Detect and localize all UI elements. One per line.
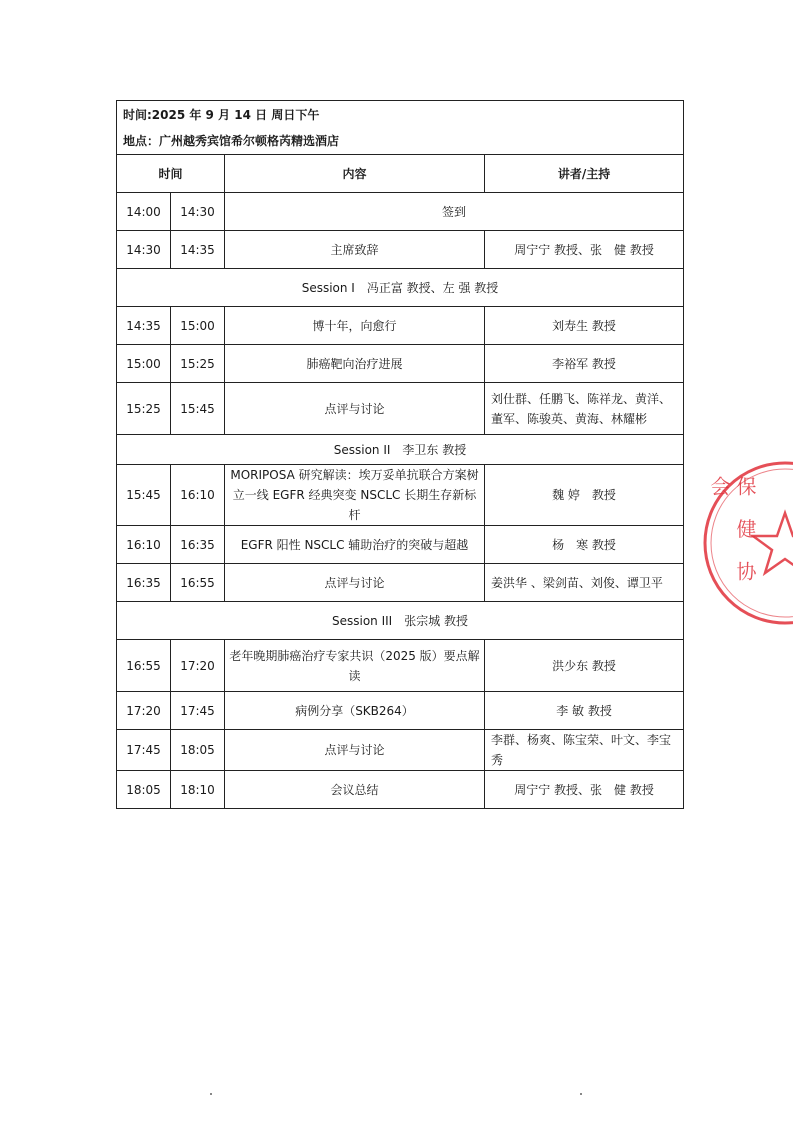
column-header-content: 内容 <box>225 155 485 193</box>
event-time: 时间:2025 年 9 月 14 日 周日下午 <box>117 101 684 129</box>
speaker: 刘寿生 教授 <box>485 307 684 345</box>
column-header-time: 时间 <box>117 155 225 193</box>
scan-mark <box>580 1093 582 1095</box>
start-time: 16:10 <box>117 526 171 564</box>
end-time: 15:25 <box>171 345 225 383</box>
speaker: 李裕军 教授 <box>485 345 684 383</box>
agenda-content: MORIPOSA 研究解读：埃万妥单抗联合方案树立一线 EGFR 经典突变 NSCLC 长期生存新标杆 <box>225 465 485 526</box>
agenda-row <box>117 193 684 231</box>
end-time: 17:45 <box>171 692 225 730</box>
agenda-row <box>117 345 684 383</box>
start-time: 15:45 <box>117 465 171 526</box>
agenda-row <box>117 640 684 692</box>
session-title: Session III 张宗城 教授 <box>117 602 684 640</box>
speaker: 李群、杨爽、陈宝荣、叶文、李宝秀 <box>485 730 684 771</box>
agenda-row <box>117 383 684 435</box>
agenda-content: 博十年，向愈行 <box>225 307 485 345</box>
agenda-content: 点评与讨论 <box>225 383 485 435</box>
red-seal-stamp <box>700 458 793 628</box>
column-header-speaker: 讲者/主持 <box>485 155 684 193</box>
session-row <box>117 435 684 465</box>
end-time: 14:35 <box>171 231 225 269</box>
start-time: 15:25 <box>117 383 171 435</box>
speaker: 魏 婷 教授 <box>485 465 684 526</box>
start-time: 14:00 <box>117 193 171 231</box>
start-time: 17:20 <box>117 692 171 730</box>
agenda-row <box>117 307 684 345</box>
start-time: 14:30 <box>117 231 171 269</box>
seal-text: 保 健 协 会 <box>707 476 757 589</box>
start-time: 14:35 <box>117 307 171 345</box>
start-time: 18:05 <box>117 771 171 809</box>
agenda-table <box>116 100 684 809</box>
end-time: 16:35 <box>171 526 225 564</box>
agenda-row <box>117 730 684 771</box>
speaker: 李 敏 教授 <box>485 692 684 730</box>
start-time: 16:55 <box>117 640 171 692</box>
agenda-content: 病例分享（SKB264） <box>225 692 485 730</box>
end-time: 18:10 <box>171 771 225 809</box>
agenda-row <box>117 564 684 602</box>
agenda-content: 会议总结 <box>225 771 485 809</box>
agenda-content: 点评与讨论 <box>225 730 485 771</box>
header-venue-row <box>117 129 684 155</box>
end-time: 14:30 <box>171 193 225 231</box>
agenda-content: EGFR 阳性 NSCLC 辅助治疗的突破与超越 <box>225 526 485 564</box>
scan-mark <box>210 1093 212 1095</box>
agenda-row <box>117 692 684 730</box>
event-venue: 地点：广州越秀宾馆希尔顿格芮精选酒店 <box>117 129 684 155</box>
speaker: 周宁宁 教授、张 健 教授 <box>485 771 684 809</box>
session-title: Session I 冯正富 教授、左 强 教授 <box>117 269 684 307</box>
agenda-content: 肺癌靶向治疗进展 <box>225 345 485 383</box>
agenda-row <box>117 231 684 269</box>
agenda-row <box>117 771 684 809</box>
end-time: 16:10 <box>171 465 225 526</box>
column-header-row <box>117 155 684 193</box>
speaker: 洪少东 教授 <box>485 640 684 692</box>
end-time: 18:05 <box>171 730 225 771</box>
agenda-content: 签到 <box>225 193 684 231</box>
end-time: 15:00 <box>171 307 225 345</box>
session-row <box>117 602 684 640</box>
header-time-row <box>117 101 684 129</box>
session-title: Session II 李卫东 教授 <box>117 435 684 465</box>
agenda-content: 老年晚期肺癌治疗专家共识（2025 版）要点解读 <box>225 640 485 692</box>
agenda-content: 主席致辞 <box>225 231 485 269</box>
agenda-content: 点评与讨论 <box>225 564 485 602</box>
agenda-row <box>117 526 684 564</box>
end-time: 15:45 <box>171 383 225 435</box>
session-row <box>117 269 684 307</box>
speaker: 周宁宁 教授、张 健 教授 <box>485 231 684 269</box>
start-time: 16:35 <box>117 564 171 602</box>
speaker: 姜洪华 、梁剑苗、刘俊、谭卫平 <box>485 564 684 602</box>
end-time: 17:20 <box>171 640 225 692</box>
start-time: 15:00 <box>117 345 171 383</box>
agenda-row <box>117 465 684 526</box>
speaker: 杨 寒 教授 <box>485 526 684 564</box>
agenda-body <box>117 101 684 809</box>
start-time: 17:45 <box>117 730 171 771</box>
end-time: 16:55 <box>171 564 225 602</box>
speaker: 刘仕群、任鹏飞、陈祥龙、黄洋、董军、陈骏英、黄海、林耀彬 <box>485 383 684 435</box>
